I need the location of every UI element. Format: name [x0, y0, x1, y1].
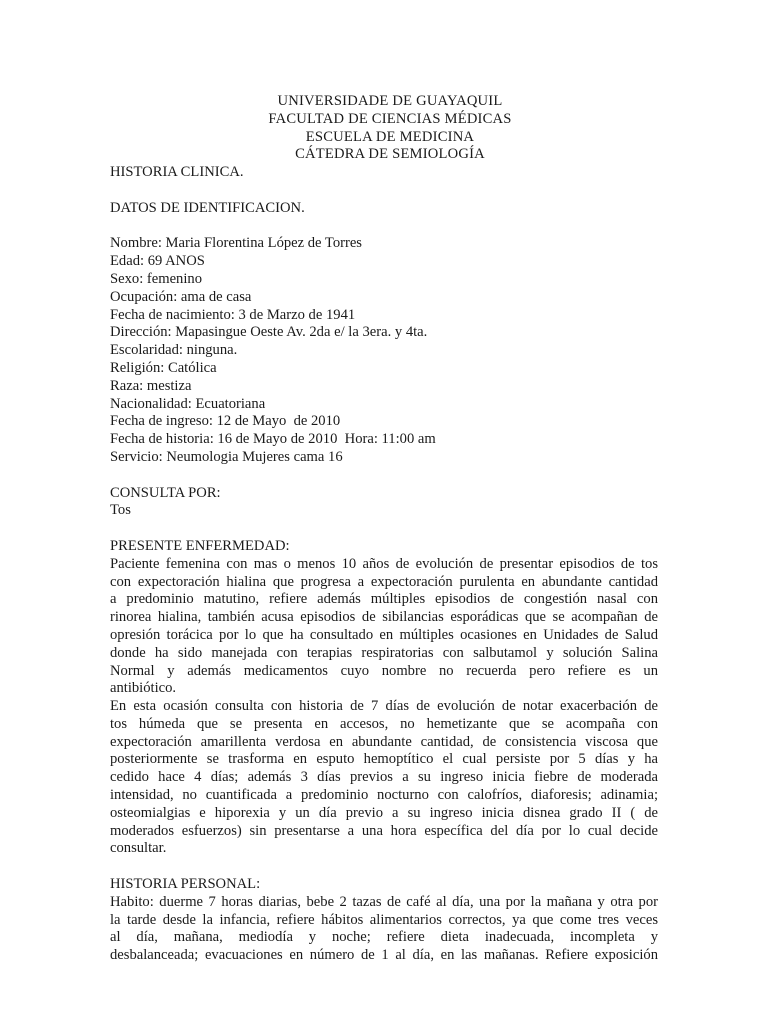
field-direccion: Dirección: Mapasingue Oeste Av. 2da e/ la 3era. y 4ta. — [110, 324, 428, 341]
paragraph-line: tos húmeda que se presenta en accesos, no hemetizante que se acompaña con — [110, 715, 658, 732]
paragraph-line: a predominio matutino, refiere además múltiples episodios de congestión nasal con — [110, 591, 658, 608]
school-name: ESCUELA DE MEDICINA — [305, 128, 475, 145]
paragraph-line: osteomialgias e hiporexia y un día previo a su ingreso inicia disnea grado II ( de — [110, 804, 658, 821]
paragraph-line: moderados esfuerzos) sin presentarse a una hora específica del día por lo cual decide — [110, 822, 658, 839]
identification-section — [110, 200, 658, 467]
paragraph-line: En esta ocasión consulta con historia de 7 días de evolución de notar exacerbación de — [110, 698, 658, 715]
paragraph-line: posteriormente se trasforma en esputo hemoptítico el cual persiste por 5 días y ha — [110, 751, 658, 768]
paragraph-line: con expectoración hialina que progresa a expectoración purulenta en abundante cantidad — [110, 573, 658, 590]
paragraph — [110, 698, 658, 858]
paragraph-line: rinorea hialina, también acusa episodios de sibilancias esporádicas que se acompañan de — [110, 609, 658, 626]
field-edad: Edad: 69 ANOS — [110, 253, 205, 270]
field-sexo: Sexo: femenino — [110, 270, 203, 287]
document-title: HISTORIA CLINICA. — [110, 164, 244, 181]
paragraph-line: donde ha sido manejada con terapias respiratorias con salbutamol y solución Salina — [110, 644, 658, 661]
section-heading: PRESENTE ENFERMEDAD: — [110, 537, 290, 554]
paragraph-line: intensidad, no cuantificada a predominio nocturno con calofríos, diaforesis; adinamia; — [110, 787, 658, 804]
paragraph-line: expectoración amarillenta verdosa en abundante cantidad, de consistencia viscosa que — [110, 733, 658, 750]
consulta-section — [110, 485, 658, 521]
field-servicio: Servicio: Neumologia Mujeres cama 16 — [110, 448, 343, 465]
chair-name: CÁTEDRA DE SEMIOLOGÍA — [295, 146, 485, 163]
field-nacionalidad: Nacionalidad: Ecuatoriana — [110, 395, 266, 412]
field-raza: Raza: mestiza — [110, 377, 192, 394]
paragraph-line: antibiótico. — [110, 680, 177, 697]
field-religion: Religión: Católica — [110, 359, 217, 376]
document-header — [122, 93, 658, 164]
paragraph-line: Normal y además medicamentos cuyo nombre no recuerda pero refiere es un — [110, 662, 658, 679]
university-name: UNIVERSIDADE DE GUAYAQUIL — [277, 93, 503, 109]
paragraph-line: Paciente femenina con mas o menos 10 años de evolución de presentar episodios de tos — [110, 555, 658, 572]
spacer — [110, 218, 658, 236]
paragraph — [110, 894, 658, 965]
section-heading: HISTORIA PERSONAL: — [110, 876, 261, 893]
paragraph-line: la tarde desde la infancia, refiere hábitos alimentarios correctos, ya que come tres veces — [110, 911, 658, 928]
paragraph-line: al día, mañana, mediodía y noche; refiere dieta inadecuada, incompleta y — [110, 929, 658, 946]
field-ocupacion: Ocupación: ama de casa — [110, 288, 252, 305]
faculty-name: FACULTAD DE CIENCIAS MÉDICAS — [268, 110, 512, 127]
spacer — [110, 520, 658, 538]
paragraph-line: consultar. — [110, 840, 167, 857]
paragraph-line: Habito: duerme 7 horas diarias, bebe 2 tazas de café al día, una por la mañana y otra por — [110, 893, 658, 910]
consulta-motivo: Tos — [110, 502, 131, 519]
field-fecha-ingreso: Fecha de ingreso: 12 de Mayo de 2010 — [110, 413, 341, 430]
section-heading: DATOS DE IDENTIFICACION. — [110, 199, 305, 216]
section-heading: CONSULTA POR: — [110, 484, 221, 501]
presente-enfermedad-section — [110, 538, 658, 858]
historia-personal-section — [110, 876, 658, 965]
spacer — [110, 182, 658, 200]
paragraph-line: desbalanceada; evacuaciones en número de 1 al día, en las mañanas. Refiere exposición — [110, 947, 658, 964]
spacer — [110, 858, 658, 876]
paragraph — [110, 556, 658, 698]
field-nombre: Nombre: Maria Florentina López de Torres — [110, 235, 362, 252]
field-fecha-nacimiento: Fecha de nacimiento: 3 de Marzo de 1941 — [110, 306, 356, 323]
field-fecha-historia: Fecha de historia: 16 de Mayo de 2010 Hora: 11:00 am — [110, 431, 436, 448]
document-content — [110, 93, 658, 965]
paragraph-line: opresión torácica por lo que ha consultado en múltiples ocasiones en Unidades de Salud — [110, 626, 658, 643]
spacer — [110, 467, 658, 485]
field-escolaridad: Escolaridad: ninguna. — [110, 342, 238, 359]
paragraph-line: cedido hace 4 días; además 3 días previos a su ingreso inicia fiebre de moderada — [110, 769, 658, 786]
